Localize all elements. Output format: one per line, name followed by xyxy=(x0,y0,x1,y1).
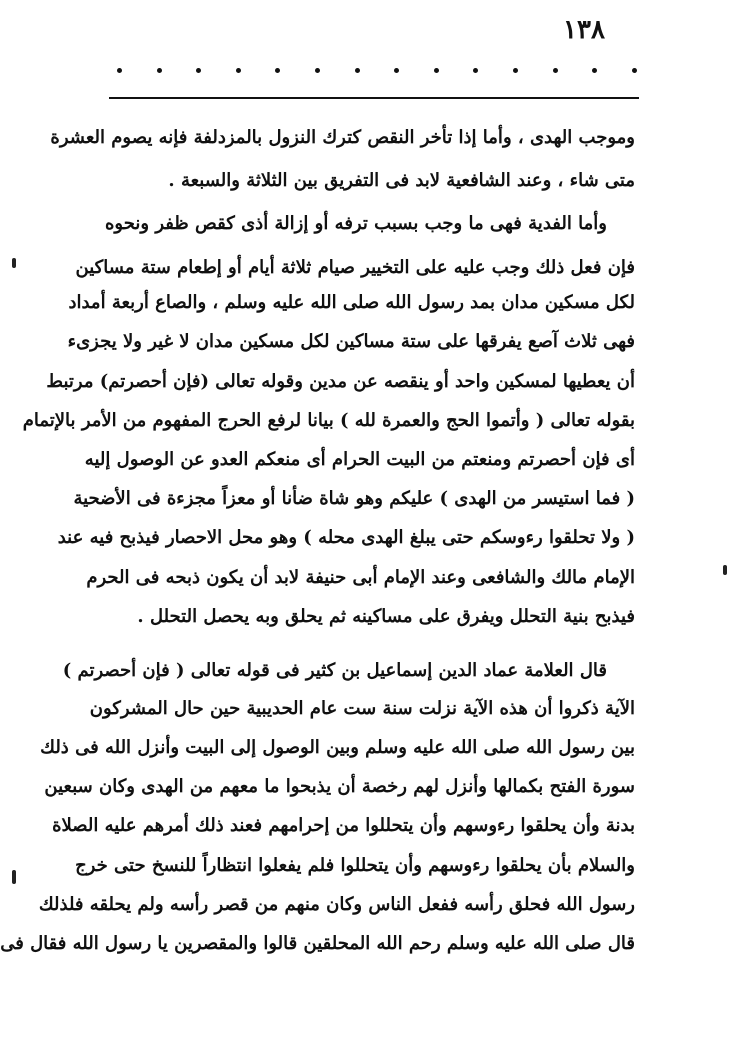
text-line: والسلام بأن يحلقوا رءوسهم وأن يتحللوا فلم يفعلوا انتظاراً للنسخ حتى خرج xyxy=(75,855,635,876)
text-line: بقوله تعالى ( وأتموا الحج والعمرة لله ) بيانا لرفع الحرج المفهوم من الأمر بالإتمام xyxy=(22,410,635,431)
scan-margin-mark xyxy=(12,258,16,268)
header-rule xyxy=(109,97,639,99)
text-line: فإن فعل ذلك وجب عليه على التخيير صيام ثلاثة أيام أو إطعام ستة مساكين xyxy=(75,257,635,278)
text-line: رسول الله فحلق رأسه ففعل الناس وكان منهم من قصر رأسه ولم يحلقه فلذلك xyxy=(38,894,635,915)
text-line: الآية ذكروا أن هذه الآية نزلت سنة ست عام الحديبية حين حال المشركون xyxy=(89,698,635,719)
text-line: الإمام مالك والشافعى وعند الإمام أبى حنيفة لابد أن يكون ذبحه فى الحرم xyxy=(86,567,635,588)
text-line: أن يعطيها لمسكين واحد أو ينقصه عن مدين وقوله تعالى (فإن أحصرتم) مرتبط xyxy=(46,371,635,392)
text-line: وموجب الهدى ، وأما إذا تأخر النقص كترك النزول بالمزدلفة فإنه يصوم العشرة xyxy=(50,127,635,148)
text-line: فهى ثلاث آصع يفرقها على ستة مساكين لكل مسكين مدان لا غير ولا يجزىء xyxy=(67,331,635,352)
text-line: فيذبح بنية التحلل ويفرق على مساكينه ثم يحلق وبه يحصل التحلل . xyxy=(137,606,635,627)
ornament-dot xyxy=(592,68,597,73)
text-line: ( فما استيسر من الهدى ) عليكم وهو شاة ضأنا أو معزاً مجزءة فى الأضحية xyxy=(73,488,635,509)
text-line: بين رسول الله صلى الله عليه وسلم وبين الوصول إلى البيت وأنزل الله فى ذلك xyxy=(40,737,635,758)
ornament-dot xyxy=(275,68,280,73)
ornament-dot xyxy=(315,68,320,73)
text-line: سورة الفتح بكمالها وأنزل لهم رخصة أن يذبحوا ما معهم من الهدى وكان سبعين xyxy=(44,776,635,797)
text-line: أى فإن أحصرتم ومنعتم من البيت الحرام أى منعكم العدو عن الوصول إليه xyxy=(84,449,635,470)
paragraph-first-line: وأما الفدية فهى ما وجب بسبب ترفه أو إزالة أذى كقص ظفر ونحوه xyxy=(105,213,607,234)
ornament-dot xyxy=(513,68,518,73)
text-line: ( ولا تحلقوا رءوسكم حتى يبلغ الهدى محله ) وهو محل الاحصار فيذبح فيه عند xyxy=(57,527,635,548)
ornament-dot xyxy=(355,68,360,73)
ornament-dot xyxy=(434,68,439,73)
scan-margin-mark xyxy=(723,565,727,575)
text-line: قال صلى الله عليه وسلم رحم الله المحلقين قالوا والمقصرين يا رسول الله فقال فى xyxy=(0,933,635,954)
ornamental-dot-row xyxy=(117,58,637,82)
ornament-dot xyxy=(236,68,241,73)
ornament-dot xyxy=(473,68,478,73)
page-number: ١٣٨ xyxy=(563,15,605,45)
text-line: متى شاء ، وعند الشافعية لابد فى التفريق بين الثلاثة والسبعة . xyxy=(168,170,635,191)
scan-margin-mark xyxy=(12,870,16,884)
paragraph-first-line: قال العلامة عماد الدين إسماعيل بن كثير فى قوله تعالى ( فإن أحصرتم ) xyxy=(62,660,607,681)
ornament-dot xyxy=(157,68,162,73)
ornament-dot xyxy=(632,68,637,73)
ornament-dot xyxy=(196,68,201,73)
ornament-dot xyxy=(117,68,122,73)
text-line: لكل مسكين مدان بمد رسول الله صلى الله عليه وسلم ، والصاع أربعة أمداد xyxy=(68,292,635,313)
ornament-dot xyxy=(394,68,399,73)
text-line: بدنة وأن يحلقوا رءوسهم وأن يتحللوا من إحرامهم فعند ذلك أمرهم عليه الصلاة xyxy=(52,815,635,836)
ornament-dot xyxy=(553,68,558,73)
